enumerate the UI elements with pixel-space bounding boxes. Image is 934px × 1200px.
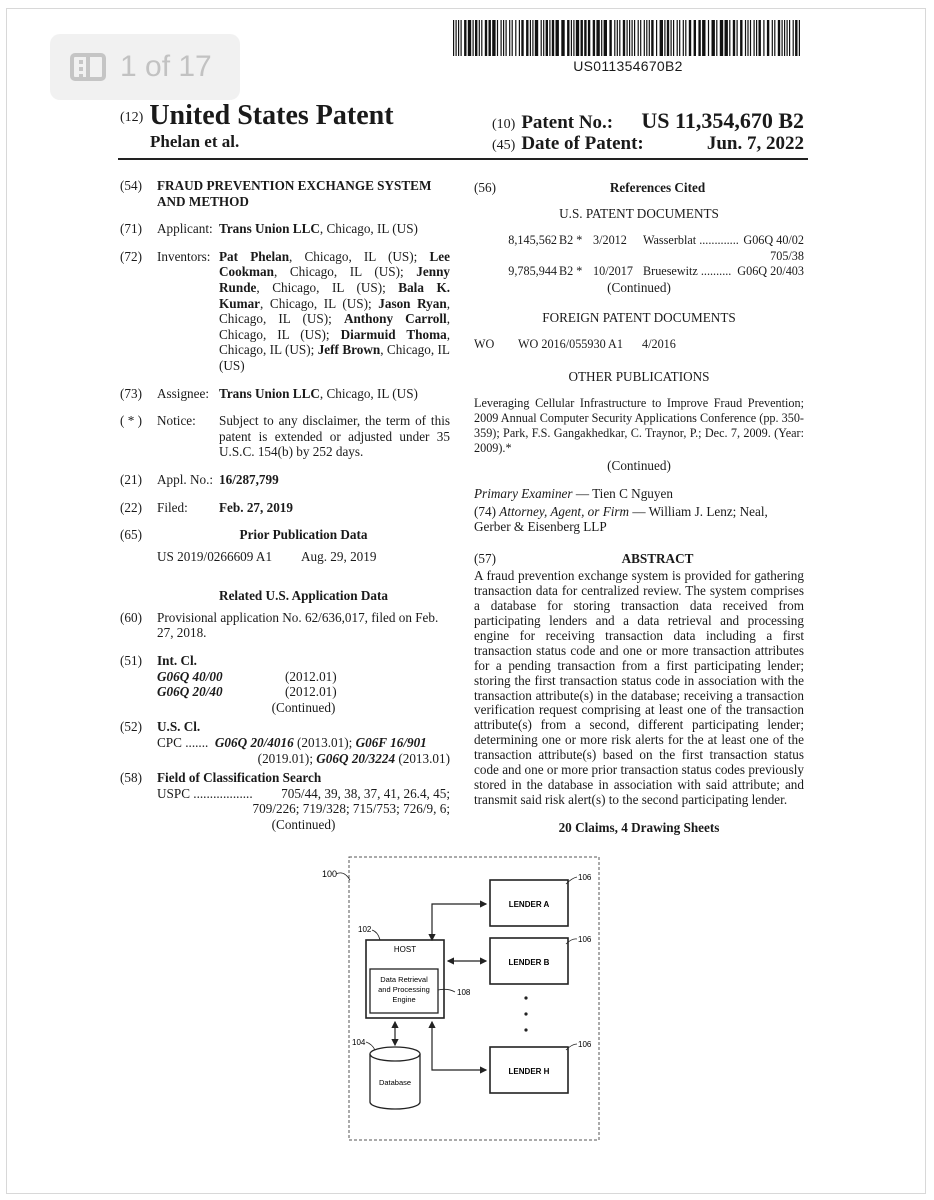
barcode-bar [698, 20, 700, 56]
barcode-bar [799, 20, 800, 56]
thumbnails-icon[interactable] [70, 53, 106, 81]
barcode-bar [685, 20, 686, 56]
inventor-location: , Chicago, IL (US); [289, 248, 430, 264]
barcode-bar [561, 20, 564, 56]
barcode-bar [512, 20, 513, 56]
field-label: Assignee: [157, 385, 210, 401]
claims-summary: 20 Claims, 4 Drawing Sheets [558, 819, 720, 835]
abstract-heading-row [474, 551, 804, 567]
applicant-name: Trans Union LLC [219, 221, 320, 237]
continued-note: (Continued) [607, 458, 671, 474]
barcode-bar [601, 20, 602, 56]
field-code: (72) [120, 248, 142, 264]
reference-row-cont [474, 249, 804, 265]
header-rule [118, 158, 808, 160]
inventor-location: , Chicago, IL (US); [256, 279, 399, 295]
barcode-bar [673, 20, 674, 56]
patent-number: US 11,354,670 B2 [641, 108, 804, 133]
attorney-line [474, 504, 804, 535]
assignee-name: Trans Union LLC [219, 385, 320, 401]
barcode-bar [552, 20, 554, 56]
barcode-bar [556, 20, 559, 56]
ref-102-label: 102 [358, 925, 372, 934]
references-heading-row [474, 180, 804, 196]
barcode-bar [543, 20, 544, 56]
field-search-label: Field of Classification Search [157, 770, 322, 786]
prior-pub-date: Aug. 29, 2019 [301, 548, 377, 564]
barcode-bar [629, 20, 630, 56]
barcode-bar [646, 20, 647, 56]
doc-type-title: United States Patent [149, 100, 394, 131]
uspc-label: USPC .................. [157, 785, 253, 801]
int-cl-row [157, 669, 450, 685]
foreign-number: WO 2016/055930 A1 [518, 337, 623, 352]
barcode-bar [651, 20, 653, 56]
ref-104-label: 104 [352, 1038, 366, 1047]
inventor-location: , Chicago, IL (US); [219, 326, 450, 358]
inventor-name: Anthony Carroll [343, 311, 447, 327]
barcode-bar [535, 20, 538, 56]
right-column [474, 180, 804, 835]
field-code: (58) [120, 770, 142, 786]
barcode-bar [763, 20, 764, 56]
us-docs-heading: U.S. PATENT DOCUMENTS [559, 205, 719, 221]
ref-date: 10/2017 [593, 264, 633, 279]
other-pub-text: Leveraging Cellular Infrastructure to Improve Fraud Prevention; 2009 Annual Computer Security Applications Conference (pp. 350-359); Park, F.S. Gangakhedkar, C. Traynor, P.; Dec. 7, 2009. (Year: 2009).* [474, 396, 804, 456]
us-cl-field [120, 719, 450, 766]
int-cl-class: G06Q 20/40 [157, 684, 223, 700]
ellipsis-dots [524, 996, 527, 1031]
barcode-bar [679, 20, 680, 56]
provisional-text: Provisional application No. 62/636,017, filed on Feb. 27, 2018. [157, 609, 439, 641]
foreign-date: 4/2016 [642, 337, 676, 352]
applicant-field [120, 221, 450, 237]
uspc-line [157, 786, 450, 802]
barcode-bar [787, 20, 788, 56]
field-code: (57) [474, 550, 496, 566]
inventor-name: Pat Phelan [219, 248, 290, 264]
barcode-bar [737, 20, 738, 56]
barcode-bar [747, 20, 748, 56]
barcode-bar [456, 20, 457, 56]
barcode-bar [677, 20, 678, 56]
barcode-bar [795, 20, 797, 56]
barcode-bar [644, 20, 645, 56]
barcode-bar [767, 20, 769, 56]
ref-100-leader [336, 873, 350, 880]
examiner-line [474, 486, 804, 502]
lender-b-label: LENDER B [508, 958, 550, 967]
patent-ids [492, 108, 804, 158]
field-search [120, 770, 450, 832]
provisional-field [120, 610, 450, 641]
barcode-bar [596, 20, 599, 56]
barcode-bar [485, 20, 487, 56]
field-code: ( * ) [120, 413, 142, 429]
inventor-location: , Chicago, IL (US); [219, 311, 450, 342]
field-code: (71) [120, 221, 142, 237]
engine-label-3: Engine [392, 995, 416, 1004]
host-lender-a-connector [432, 904, 486, 940]
barcode-bar [683, 20, 684, 56]
barcode-bar [614, 20, 615, 56]
int-cl-label: Int. Cl. [157, 653, 197, 669]
foreign-docs-heading: FOREIGN PATENT DOCUMENTS [542, 309, 736, 325]
attorney-label: Attorney, Agent, or Firm [499, 503, 630, 519]
filed-field [120, 500, 450, 516]
assignee-location: , Chicago, IL (US) [319, 385, 418, 401]
barcode-bar [453, 20, 454, 56]
barcode-bar [515, 20, 516, 56]
barcode-bar [497, 20, 498, 56]
us-cl-label: U.S. Cl. [157, 719, 201, 735]
field-code: (56) [474, 180, 496, 195]
ref-name: Wasserblat ............. [643, 233, 739, 248]
field-code: (21) [120, 471, 142, 487]
barcode-bar [712, 20, 715, 56]
barcode-bar [649, 20, 650, 56]
barcode-bar [604, 20, 607, 56]
date-label: Date of Patent: [521, 133, 644, 154]
applicant-location: , Chicago, IL (US) [319, 221, 418, 237]
related-heading: Related U.S. Application Data [219, 588, 388, 604]
barcode-bar [716, 20, 717, 56]
date-code: (45) [492, 138, 516, 153]
barcode-bar [778, 20, 780, 56]
lender-a-label: LENDER A [508, 900, 550, 909]
barcode-bar [640, 20, 641, 56]
barcode-bar [479, 20, 480, 56]
field-code: (73) [120, 385, 142, 401]
barcode-bar [689, 20, 691, 56]
continued-note: (Continued) [271, 699, 336, 715]
inventor-name: Jeff Brown [317, 342, 381, 358]
barcode-bar [593, 20, 595, 56]
database-label: Database [378, 1078, 412, 1087]
barcode-bar [509, 20, 510, 56]
uspc-classes: 709/226; 719/328; 715/753; 726/9, 6; [252, 801, 450, 817]
ref-108-label: 108 [457, 988, 471, 997]
barcode-bar [492, 20, 495, 56]
barcode-bar [756, 20, 757, 56]
barcode-bar [702, 20, 705, 56]
inventor-name: Jason Ryan [378, 295, 447, 311]
attorney-name: — William J. Lenz; Neal, Gerber & Eisenberg LLP [474, 503, 768, 535]
barcode-bar [632, 20, 633, 56]
doc-code: (12) [120, 110, 144, 125]
barcode-bar [774, 20, 775, 56]
cpc-class: G06F 16/901 [355, 735, 427, 751]
reference-row [474, 264, 804, 280]
barcode-bar [793, 20, 794, 56]
inventor-short: Phelan et al. [150, 132, 240, 151]
left-column [120, 178, 450, 845]
ref-106-label-h: 106 [578, 1040, 592, 1049]
barcode-bar [464, 20, 466, 56]
ref-date: 3/2012 [593, 233, 627, 248]
barcode-bar [567, 20, 569, 56]
barcode-bar [638, 20, 639, 56]
notice-field [120, 413, 450, 460]
cpc-line [157, 751, 450, 767]
continued-note: (Continued) [271, 817, 336, 832]
barcode-bar [530, 20, 531, 56]
barcode-bar [475, 20, 477, 56]
filed-date: Feb. 27, 2019 [219, 499, 293, 515]
barcode-bar [501, 20, 502, 56]
references-heading: References Cited [609, 180, 706, 195]
foreign-ref-row [474, 337, 804, 353]
barcode-bar [667, 20, 669, 56]
barcode-bar [733, 20, 735, 56]
barcode-bar [623, 20, 625, 56]
field-code: (54) [120, 178, 142, 193]
ref-104-leader [366, 1042, 375, 1050]
ref-number: 8,145,562 [508, 233, 557, 248]
inventor-name: Diarmuid Thoma [340, 326, 447, 342]
ref-100-label: 100 [322, 869, 338, 879]
ref-106-label-a: 106 [578, 873, 592, 882]
field-code: (52) [120, 719, 142, 735]
barcode-bar [588, 20, 590, 56]
ref-kind: B2 * [559, 233, 583, 248]
prior-pub-row [120, 549, 450, 565]
engine-label-1: Data Retrieval [380, 975, 428, 984]
examiner-label: Primary Examiner [474, 485, 573, 501]
foreign-country: WO [474, 337, 495, 352]
inventor-list [219, 249, 450, 374]
prior-pub-heading: Prior Publication Data [239, 527, 368, 543]
barcode-bar [473, 20, 474, 56]
patent-date: Jun. 7, 2022 [706, 133, 804, 154]
barcode-bar [571, 20, 572, 56]
ref-class: G06Q 20/403 [737, 264, 804, 279]
continued-note: (Continued) [607, 279, 671, 295]
host-label: HOST [393, 945, 417, 954]
barcode-bar [576, 20, 579, 56]
field-code: (22) [120, 499, 142, 515]
cpc-line [157, 735, 450, 751]
ref-106-label-b: 106 [578, 935, 592, 944]
barcode-bar [549, 20, 550, 56]
field-code: (74) [474, 503, 496, 519]
barcode-bar [782, 20, 783, 56]
barcode-bar [573, 20, 574, 56]
barcode-bar [754, 20, 755, 56]
patent-title: FRAUD PREVENTION EXCHANGE SYSTEM AND METHOD [157, 178, 432, 209]
inventor-name: Bala K. Kumar [219, 279, 451, 311]
patent-no-code: (10) [492, 117, 516, 132]
cpc-version: (2013.01); [293, 735, 356, 751]
lender-h-label: LENDER H [508, 1067, 550, 1076]
ref-class: 705/38 [770, 248, 804, 263]
cpc-version: (2013.01) [395, 750, 450, 766]
barcode-bar [519, 20, 520, 56]
barcode-bar [619, 20, 620, 56]
inventors-field [120, 249, 450, 374]
barcode-bar [694, 20, 696, 56]
barcode-bar [784, 20, 785, 56]
barcode-bar [609, 20, 611, 56]
barcode-bar [750, 20, 751, 56]
cpc-version: (2019.01); [257, 750, 317, 766]
field-label: Filed: [157, 499, 188, 515]
barcode-bar [532, 20, 533, 56]
barcode-bar [546, 20, 548, 56]
barcode-bar [660, 20, 663, 56]
title-field [120, 178, 450, 209]
system-diagram [300, 852, 630, 1152]
barcode [453, 20, 803, 56]
barcode-bar [468, 20, 471, 56]
appl-number: 16/287,799 [219, 471, 279, 487]
barcode-bar [458, 20, 459, 56]
ref-class: G06Q 40/02 [743, 233, 804, 248]
barcode-bar [627, 20, 628, 56]
ref-number: 9,785,944 [508, 264, 557, 279]
barcode-bar [740, 20, 742, 56]
prior-pub-field [120, 527, 450, 543]
barcode-number: US011354670B2 [573, 58, 683, 74]
field-label: Inventors: [157, 248, 211, 264]
abstract-text: A fraud prevention exchange system is provided for gathering transaction data for centralized review. The system comprises a database for storing transaction data received from participating lenders and a data retrieval and processing engine for receiving transaction data including a first transaction status code and one or more transaction attributes for a pending transaction from a first participating lender; storing the first transaction status code in association with the transaction attribute(s) in the database; receiving a transaction verification request comprising at least one of the transaction attribute(s) from a second, different participating lender; determining one or more risk alerts for the at least one of the transaction attribute(s) based on the first transaction status code and one or more prior transaction status codes previously stored in the database in association with said attribute; and transmit said risk alert(s) to the second participating lender. [474, 568, 804, 807]
barcode-bar [461, 20, 462, 56]
barcode-bar [664, 20, 665, 56]
ref-name: Bruesewitz .......... [643, 264, 732, 279]
inventor-name: Lee Cookman [219, 248, 450, 280]
uspc-classes: 705/44, 39, 38, 37, 41, 26.4, 45; [281, 785, 450, 801]
barcode-bar [581, 20, 583, 56]
int-cl-version: (2012.01) [285, 684, 337, 700]
other-pubs-heading: OTHER PUBLICATIONS [568, 368, 710, 384]
barcode-bar [708, 20, 709, 56]
inventor-location: , Chicago, IL (US); [219, 295, 450, 327]
patent-no-label: Patent No.: [521, 112, 614, 133]
field-label: Notice: [157, 413, 196, 429]
int-cl-row [157, 684, 450, 700]
barcode-bar [789, 20, 790, 56]
barcode-bar [481, 20, 482, 56]
barcode-bar [489, 20, 491, 56]
inventor-location: , Chicago, IL (US) [219, 342, 450, 373]
ref-kind: B2 * [559, 264, 583, 279]
barcode-bar [506, 20, 507, 56]
appl-no-field [120, 472, 450, 488]
barcode-bar [634, 20, 635, 56]
int-cl-class: G06Q 40/00 [157, 668, 223, 684]
inventor-location: , Chicago, IL (US); [260, 295, 379, 311]
host-lender-h-connector [432, 1022, 486, 1070]
abstract-heading: ABSTRACT [621, 550, 694, 566]
prior-pub-number: US 2019/0266609 A1 [157, 548, 273, 564]
field-code: (60) [120, 609, 142, 625]
int-cl-field [120, 653, 450, 715]
barcode-bar [671, 20, 672, 56]
barcode-bar [617, 20, 618, 56]
field-label: Applicant: [157, 221, 213, 237]
barcode-bar [729, 20, 730, 56]
reference-row [474, 233, 804, 249]
barcode-bar [584, 20, 586, 56]
int-cl-version: (2012.01) [285, 668, 337, 684]
inventor-name: Jenny Runde [219, 264, 450, 295]
barcode-bar [720, 20, 723, 56]
barcode-bar [772, 20, 773, 56]
field-code: (65) [120, 527, 142, 543]
page-indicator-label: 1 of 17 [120, 50, 212, 83]
field-code: (51) [120, 653, 142, 669]
engine-label-2: and Processing [378, 985, 430, 994]
cpc-class: G06Q 20/4016 [214, 735, 294, 751]
field-label: Appl. No.: [157, 471, 214, 487]
barcode-bar [541, 20, 542, 56]
barcode-bar [526, 20, 528, 56]
cpc-class: G06Q 20/3224 [316, 750, 396, 766]
inventor-location: , Chicago, IL (US); [273, 264, 417, 280]
barcode-bar [656, 20, 657, 56]
page-indicator[interactable] [50, 34, 240, 100]
document-type [120, 100, 394, 132]
notice-text: Subject to any disclaimer, the term of this patent is extended or adjusted under 35 U.S.C. 154(b) by 252 days. [219, 413, 450, 460]
barcode-bar [521, 20, 523, 56]
barcode-bar [503, 20, 504, 56]
examiner-name: — Tien C Nguyen [572, 485, 673, 501]
cpc-label: CPC ....... [157, 735, 209, 751]
barcode-bar [745, 20, 746, 56]
barcode-bar [725, 20, 728, 56]
barcode-bar [759, 20, 761, 56]
ref-102-leader [372, 930, 380, 940]
assignee-field [120, 386, 450, 402]
